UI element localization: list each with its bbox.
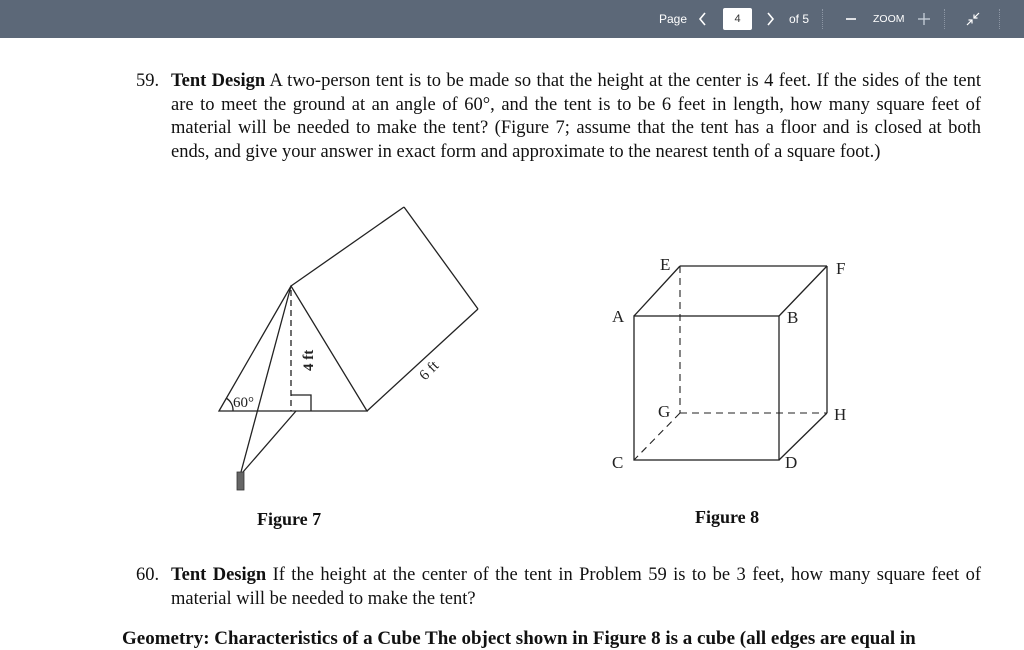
vertex-d: D [785, 453, 798, 472]
vertex-h: H [834, 405, 847, 424]
problem-body: A two-person tent is to be made so that the height at the center is 4 feet. If the sides of the tent are to meet the ground at an angle of 60°, and the tent is to be 6 feet in length, how many square feet of material will be needed to make the tent? (Figure 7; assume that the tent has a floor and is closed at both ends, and give your answer in exact form and approximate to the nearest tenth of a square foot.) [171, 71, 981, 162]
vertex-b: B [787, 308, 799, 327]
problem-text [171, 564, 981, 611]
edge-ae [634, 266, 680, 316]
problem-number: 60. [136, 565, 160, 585]
figure-8-caption: Figure 8 [695, 507, 760, 527]
height-label: 4 ft [301, 349, 317, 371]
cutoff-paragraph: Geometry: Characteristics of a Cube The object shown in Figure 8 is a cube (all edges are equal in [122, 628, 916, 649]
vertex-c: C [612, 453, 624, 472]
problem-60 [136, 564, 986, 614]
page-label: Page [659, 12, 688, 26]
problem-body: If the height at the center of the tent in Problem 59 is to be 3 feet, how many square feet of material will be needed to make the tent? [171, 565, 981, 609]
length-label: 6 ft [416, 358, 443, 384]
problem-title: Tent Design [171, 71, 266, 91]
angle-label: 60° [233, 395, 254, 411]
problem-number: 59. [136, 71, 160, 91]
cube-front-face [634, 316, 779, 460]
page-total: of 5 [789, 12, 810, 26]
vertex-g: G [658, 402, 671, 421]
zoom-label: ZOOM [873, 13, 905, 25]
vertex-a: A [612, 307, 625, 326]
hidden-edge-gc [634, 413, 680, 460]
vertex-e: E [660, 255, 671, 274]
figure-7-caption: Figure 7 [257, 509, 322, 529]
vertex-f: F [836, 259, 846, 278]
problem-title: Tent Design [171, 565, 267, 585]
